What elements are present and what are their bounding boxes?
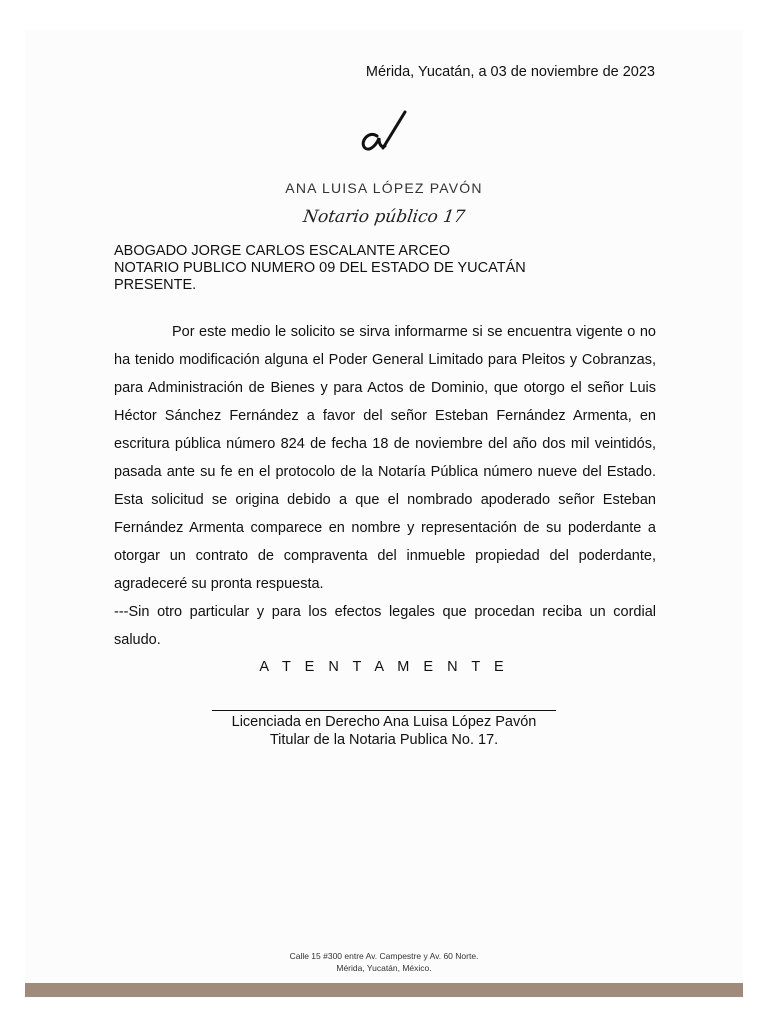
addressee-title: NOTARIO PUBLICO NUMERO 09 DEL ESTADO DE YUCATÁN <box>114 260 526 276</box>
signature-block <box>0 713 768 749</box>
footer-address <box>0 950 768 974</box>
letter-body <box>114 318 656 654</box>
signatory-title: Titular de la Notaria Publica No. 17. <box>269 732 499 748</box>
body-paragraph-closing: ---Sin otro particular y para los efectos legales que procedan reciba un cordial saludo. <box>114 604 656 648</box>
signatory-name: Licenciada en Derecho Ana Luisa López Pavón <box>231 714 537 730</box>
monogram-logo <box>355 108 415 158</box>
notary-name: ANA LUISA LÓPEZ PAVÓN <box>285 180 483 196</box>
addressee-present: PRESENTE. <box>114 277 197 293</box>
signature-line <box>212 710 556 711</box>
addressee-block <box>114 243 526 294</box>
notary-subtitle: Notario público 17 <box>301 207 467 227</box>
body-paragraph: Por este medio le solicito se sirva informarme si se encuentra vigente o no ha tenido modificación alguna el Poder General Limitado para Pleitos y Cobranzas, para Administración de Bienes y para Actos de Dominio, que otorgo el señor Luis Héctor Sánchez Fernández a favor del señor Esteban Fernández Armenta, en escritura pública número 824 de fecha 18 de noviembre del año dos mil veintidós, pasada ante su fe en el protocolo de la Notaría Pública número nueve del Estado. Esta solicitud se origina debido a que el nombrado apoderado señor Esteban Fernández Armenta comparece en nombre y representación de su poderdante a otorgar un contrato de compraventa del inmueble propiedad del poderdante, agradeceré su pronta respuesta. <box>114 324 656 592</box>
footer-address-line1: Calle 15 #300 entre Av. Campestre y Av. 60 Norte. <box>289 951 479 961</box>
date-line: Mérida, Yucatán, a 03 de noviembre de 2023 <box>365 64 655 80</box>
footer-address-line2: Mérida, Yucatán, México. <box>336 963 432 973</box>
footer-bar <box>25 983 743 997</box>
closing-salutation: A T E N T A M E N T E <box>259 659 509 675</box>
addressee-name: ABOGADO JORGE CARLOS ESCALANTE ARCEO <box>114 243 450 259</box>
